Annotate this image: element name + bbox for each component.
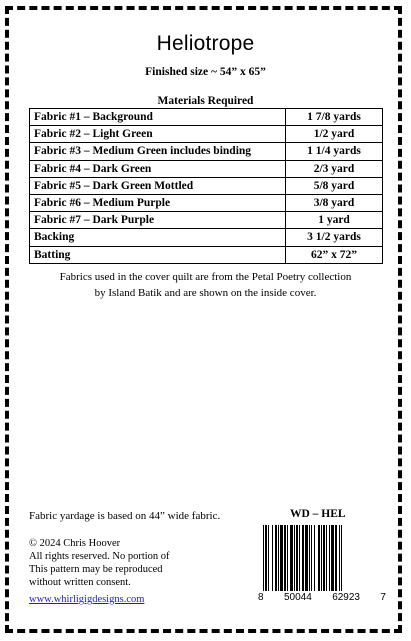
barcode-digits [258, 592, 386, 603]
material-item: Fabric #4 – Dark Green [30, 160, 286, 177]
material-amount: 3/8 yard [286, 194, 383, 211]
copyright-line: All rights reserved. No portion of [29, 551, 170, 562]
material-item: Backing [30, 229, 286, 246]
material-item: Fabric #7 – Dark Purple [30, 212, 286, 229]
materials-table [29, 108, 383, 264]
material-item: Fabric #3 – Medium Green includes binding [30, 143, 286, 160]
copyright-line: without written consent. [29, 577, 131, 588]
pattern-title: Heliotrope [156, 32, 255, 55]
material-item: Batting [30, 246, 286, 263]
pattern-code: WD – HEL [290, 508, 346, 520]
table-row [30, 109, 383, 126]
material-amount: 62” x 72” [286, 246, 383, 263]
materials-heading: Materials Required [157, 95, 254, 107]
table-row [30, 177, 383, 194]
material-amount: 1 yard [286, 212, 383, 229]
fabric-note-line: Fabrics used in the cover quilt are from the Petal Poetry collection [59, 271, 352, 283]
barcode-digit-group: 50044 [283, 592, 312, 603]
material-amount: 2/3 yard [286, 160, 383, 177]
table-row [30, 229, 383, 246]
fabric-collection-note [20, 269, 391, 301]
copyright-line: © 2024 Chris Hoover [29, 538, 121, 549]
copyright-block [29, 537, 170, 589]
table-row [30, 126, 383, 143]
barcode-digit-group: 7 [380, 592, 386, 603]
barcode-digit-group: 62923 [332, 592, 360, 603]
material-amount: 3 1/2 yards [286, 229, 383, 246]
yardage-note: Fabric yardage is based on 44” wide fabric. [29, 510, 221, 522]
table-row [30, 143, 383, 160]
table-row [30, 194, 383, 211]
material-item: Fabric #5 – Dark Green Mottled [30, 177, 286, 194]
material-amount: 1/2 yard [286, 126, 383, 143]
finished-size: Finished size ~ 54” x 65” [145, 66, 266, 78]
material-amount: 1 1/4 yards [286, 143, 383, 160]
fabric-note-line: by Island Batik and are shown on the inside cover. [94, 287, 317, 299]
copyright-line: This pattern may be reproduced [29, 564, 163, 575]
material-item: Fabric #6 – Medium Purple [30, 194, 286, 211]
material-item: Fabric #1 – Background [30, 109, 286, 126]
material-amount: 1 7/8 yards [286, 109, 383, 126]
table-row [30, 212, 383, 229]
table-row [30, 246, 383, 263]
material-item: Fabric #2 – Light Green [30, 126, 286, 143]
table-row [30, 160, 383, 177]
material-amount: 5/8 yard [286, 177, 383, 194]
barcode-digit-group: 8 [258, 592, 264, 603]
website-link[interactable]: www.whirligigdesigns.com [29, 594, 145, 605]
